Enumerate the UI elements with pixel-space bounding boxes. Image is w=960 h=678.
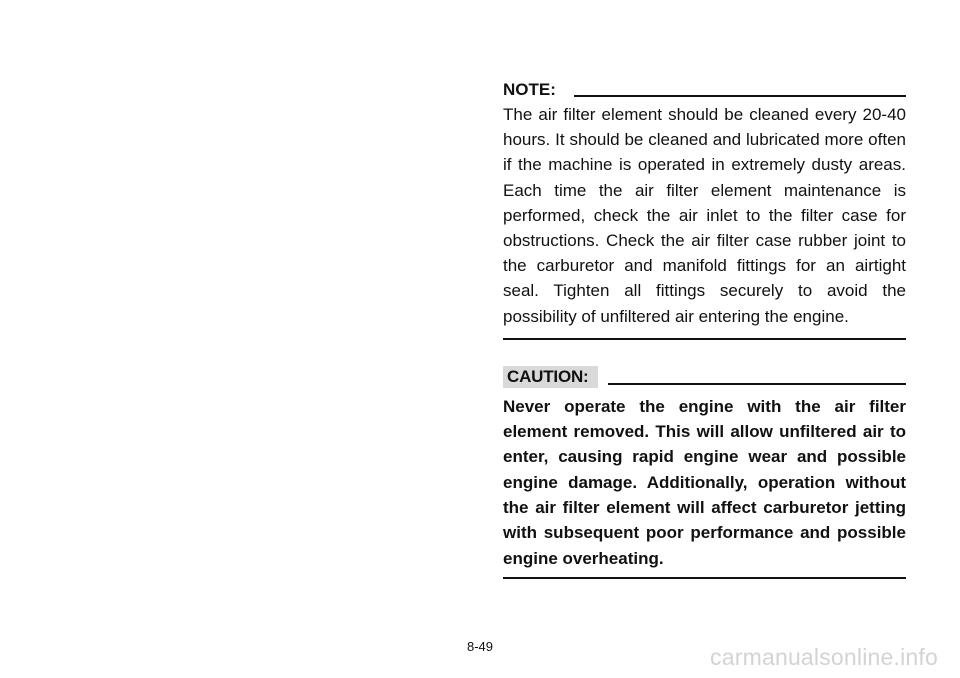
caution-heading — [503, 366, 906, 388]
note-heading-rule — [574, 95, 906, 97]
watermark: carmanualsonline.info — [710, 644, 938, 670]
caution-end-rule — [503, 577, 906, 579]
content-column — [503, 80, 906, 579]
page-number-text: 8-49 — [466, 639, 494, 654]
caution-text: Never operate the engine with the air filter element removed. This will allow unfiltered air to enter, causing rapid engine wear and possible engine damage. Additionally, operation without the air filter element will affect carburetor jetting with subsequent poor performance and possible engine overheating. — [503, 396, 906, 568]
caution-label: CAUTION: — [503, 366, 598, 388]
note-label: NOTE: — [503, 80, 556, 99]
note-end-rule — [503, 338, 906, 340]
caution-heading-rule — [608, 383, 907, 385]
note-heading — [503, 80, 906, 100]
note-text: The air filter element should be cleaned every 20-40 hours. It should be cleaned and lubricated more often if the machine is operated in extremely dusty areas. Each time the air filter element maintenance is performed, check the air inlet to the filter case for obstructions. Check the air filter case rubber joint to the carburetor and manifold fittings for an airtight seal. Tighten all fittings securely to avoid the possibility of unfiltered air entering the engine. — [503, 105, 906, 326]
